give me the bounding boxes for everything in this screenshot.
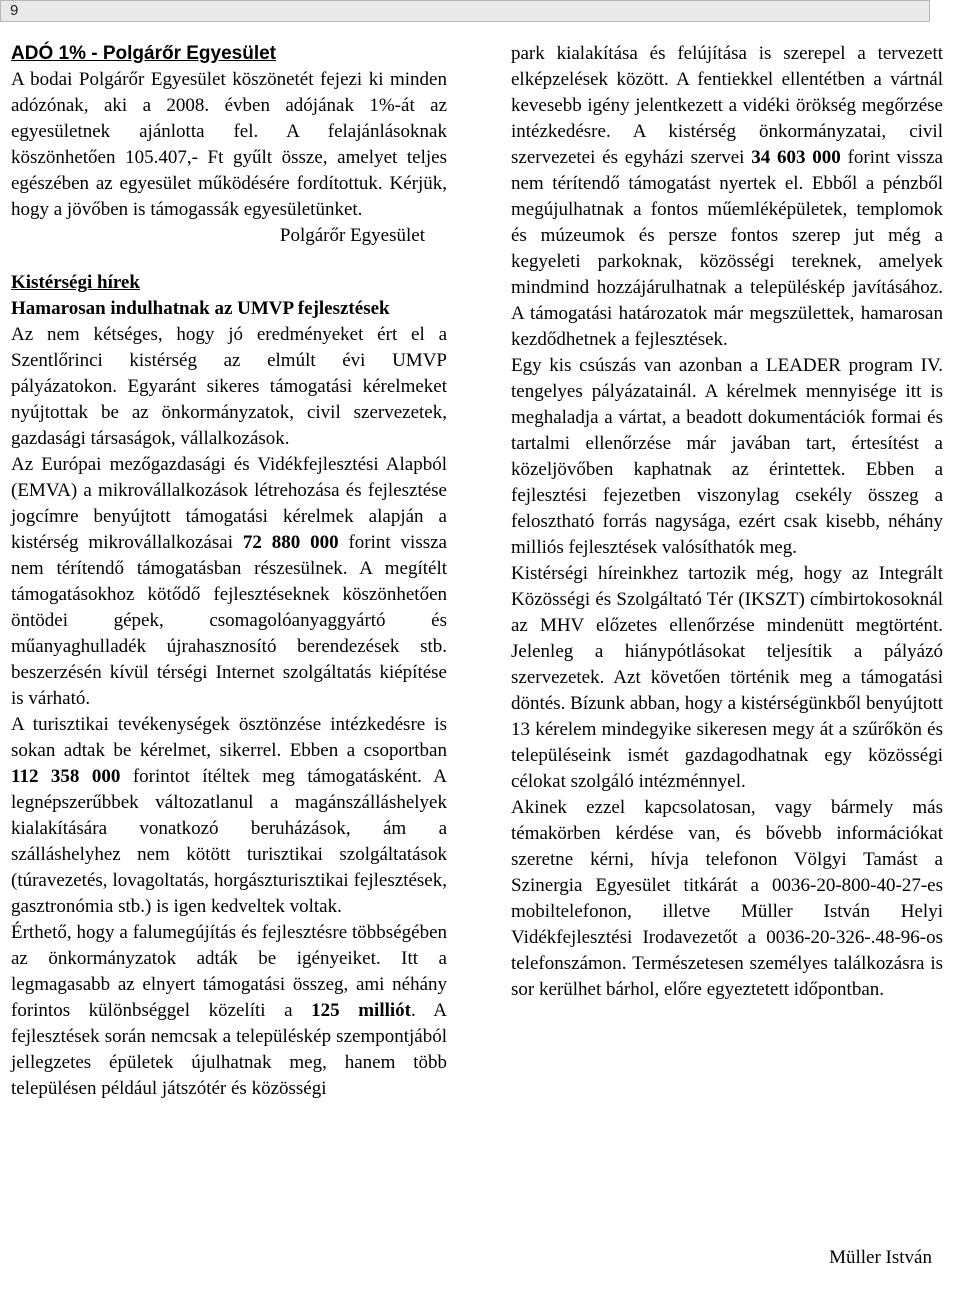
article-paragraph-3 — [11, 712, 447, 920]
page-number: 9 — [10, 2, 19, 19]
article-headline: Hamarosan indulhatnak az UMVP fejlesztések — [11, 298, 390, 319]
article-paragraph-2 — [11, 452, 447, 712]
author-signature: Müller István — [829, 1247, 932, 1268]
ado-signature: Polgárőr Egyesület — [279, 225, 425, 246]
article-paragraph-5 — [511, 41, 943, 353]
text: forint vissza nem térítendő támogatást nyertek el. Ebből a pénzből megújulhatnak a fontos műemléképületek, templomok és múzeumok és persze fontos szerep jut még a kegyeleti parkoknak, közösségi tereknek, amelyek mindmind hozzájárulhatnak a településkép javításához. A támogatási határozatok már megszülettek, hamarosan kezdődhetnek a fejlesztések. — [511, 147, 943, 350]
article-paragraph-6: Egy kis csúszás van azonban a LEADER program IV. tengelyes pályázatainál. A kérelmek mennyisége itt is meghaladja a vártat, a beadott dokumentációk formai és tartalmi ellenőrzése már javában tart, értesítést a közeljövőben kaphatnak az érintettek. Ebben a fejlesztési fejezetben viszonylag csekély összeg a felosztható forrás nagysága, ezért csak kisebb, néhány milliós fejlesztések valósíthatók meg. — [511, 355, 943, 558]
article-paragraph-4 — [11, 920, 447, 1102]
text: forintot ítéltek meg támogatásként. A legnépszerűbbek változatlanul a magánszálláshelyek kialakítására vonatkozó beruházások, ám a szálláshelyhez nem kötött turisztikai szolgáltatások (túravezetés, lovagoltatás, horgászturisztikai fejlesztések, gasztronómia stb.) is igen kedveltek voltak. — [11, 766, 448, 917]
text: forint vissza nem térítendő támogatásban részesülnek. A megítélt támogatásokhoz kötődő fejlesztéseknek köszönhetően öntödei gépek, csomagolóanyaggyártó és műanyaghulladék újrahasznosító berendezések stb. beszerzésén kívül térségi Internet szolgáltatás kiépítése is várható. — [11, 532, 447, 709]
text: Érthető, hogy a falumegújítás és fejlesztésre többségében az önkormányzatok adták be igényeiket. Itt a legmagasabb az elnyert támogatási összeg, ami néhány forintos különbséggel közelíti a — [11, 922, 447, 1021]
text: park kialakítása és felújítása is szerepel a tervezett elképzelések között. A fentiekkel ellentétben a vártnál kevesebb igény jelentkezett a vidéki örökség megőrzése intézkedésre. A kistérség önkormányzatai, civil szervezetei és egyházi szervei — [511, 43, 943, 168]
left-column — [11, 41, 447, 1102]
ado-heading: ADÓ 1% - Polgárőr Egyesület — [11, 43, 277, 64]
article-paragraph-1: Az nem kétséges, hogy jó eredményeket ért el a Szentlőrinci kistérség az elmúlt évi UMVP pályázatokon. Egyaránt sikeres támogatási kérelmeket nyújtottak be az önkormányzatok, civil szervezetek, gazdasági társaságok, vállalkozások. — [11, 324, 447, 449]
right-column — [511, 41, 943, 1003]
page-header-bar — [0, 0, 930, 22]
amount-bold: 72 880 000 — [242, 532, 339, 553]
amount-bold: 34 603 000 — [751, 147, 841, 168]
text: A turisztikai tevékenységek ösztönzése intézkedésre is sokan adtak be kérelmet, sikerrel. Ebben a csoportban — [11, 714, 447, 761]
amount-bold: 112 358 000 — [11, 766, 121, 787]
amount-bold: 125 milliót — [311, 1000, 411, 1021]
article-paragraph-8: Akinek ezzel kapcsolatosan, vagy bármely más témakörben kérdése van, és bővebb információkat szeretne kérni, hívja telefonon Völgyi Tamást a Szinergia Egyesület titkárát a 0036-20-800-40-27-es mobiltelefonon, illetve Müller István Helyi Vidékfejlesztési Irodavezetőt a 0036-20-326-.48-96-os telefonszámon. Természetesen személyes találkozásra is sor kerülhet bárhol, előre egyeztetett időpontban. — [511, 797, 943, 1000]
text: . A fejlesztések során nemcsak a településkép szempontjából jellegzetes épületek újulhatnak meg, hanem több településen például játszótér és közösségi — [11, 1000, 447, 1099]
section-heading: Kistérségi hírek — [11, 272, 140, 293]
ado-paragraph: A bodai Polgárőr Egyesület köszönetét fejezi ki minden adózónak, aki a 2008. évben adójának 1%-át az egyesületnek ajánlotta fel. A felajánlásoknak köszönhetően 105.407,- Ft gyűlt össze, amelyet teljes egészében az egyesület működésére fordítottuk. Kérjük, hogy a jövőben is támogassák egyesületünket. — [11, 69, 447, 220]
text: Az Európai mezőgazdasági és Vidékfejlesztési Alapból (EMVA) a mikrovállalkozások létrehozása és fejlesztése jogcímre benyújtott támogatási kérelmek alapján a kistérség mikrovállalkozásai — [11, 454, 447, 553]
article-paragraph-7: Kistérségi híreinkhez tartozik még, hogy az Integrált Közösségi és Szolgáltató Tér (IKSZT) címbirtokosoknál az MHV előzetes ellenőrzése mindenütt megtörtént. Jelenleg a hiánypótlásokat teljesítik a pályázó szervezetek. Azt követően történik meg a támogatási döntés. Bízunk abban, hogy a kistérségünkből benyújtott 13 kérelem mindegyike sikeresen megy át a szűrőkön és településeink ismét gazdagodhatnak egy közösségi célokat szolgáló intézménnyel. — [511, 563, 943, 792]
